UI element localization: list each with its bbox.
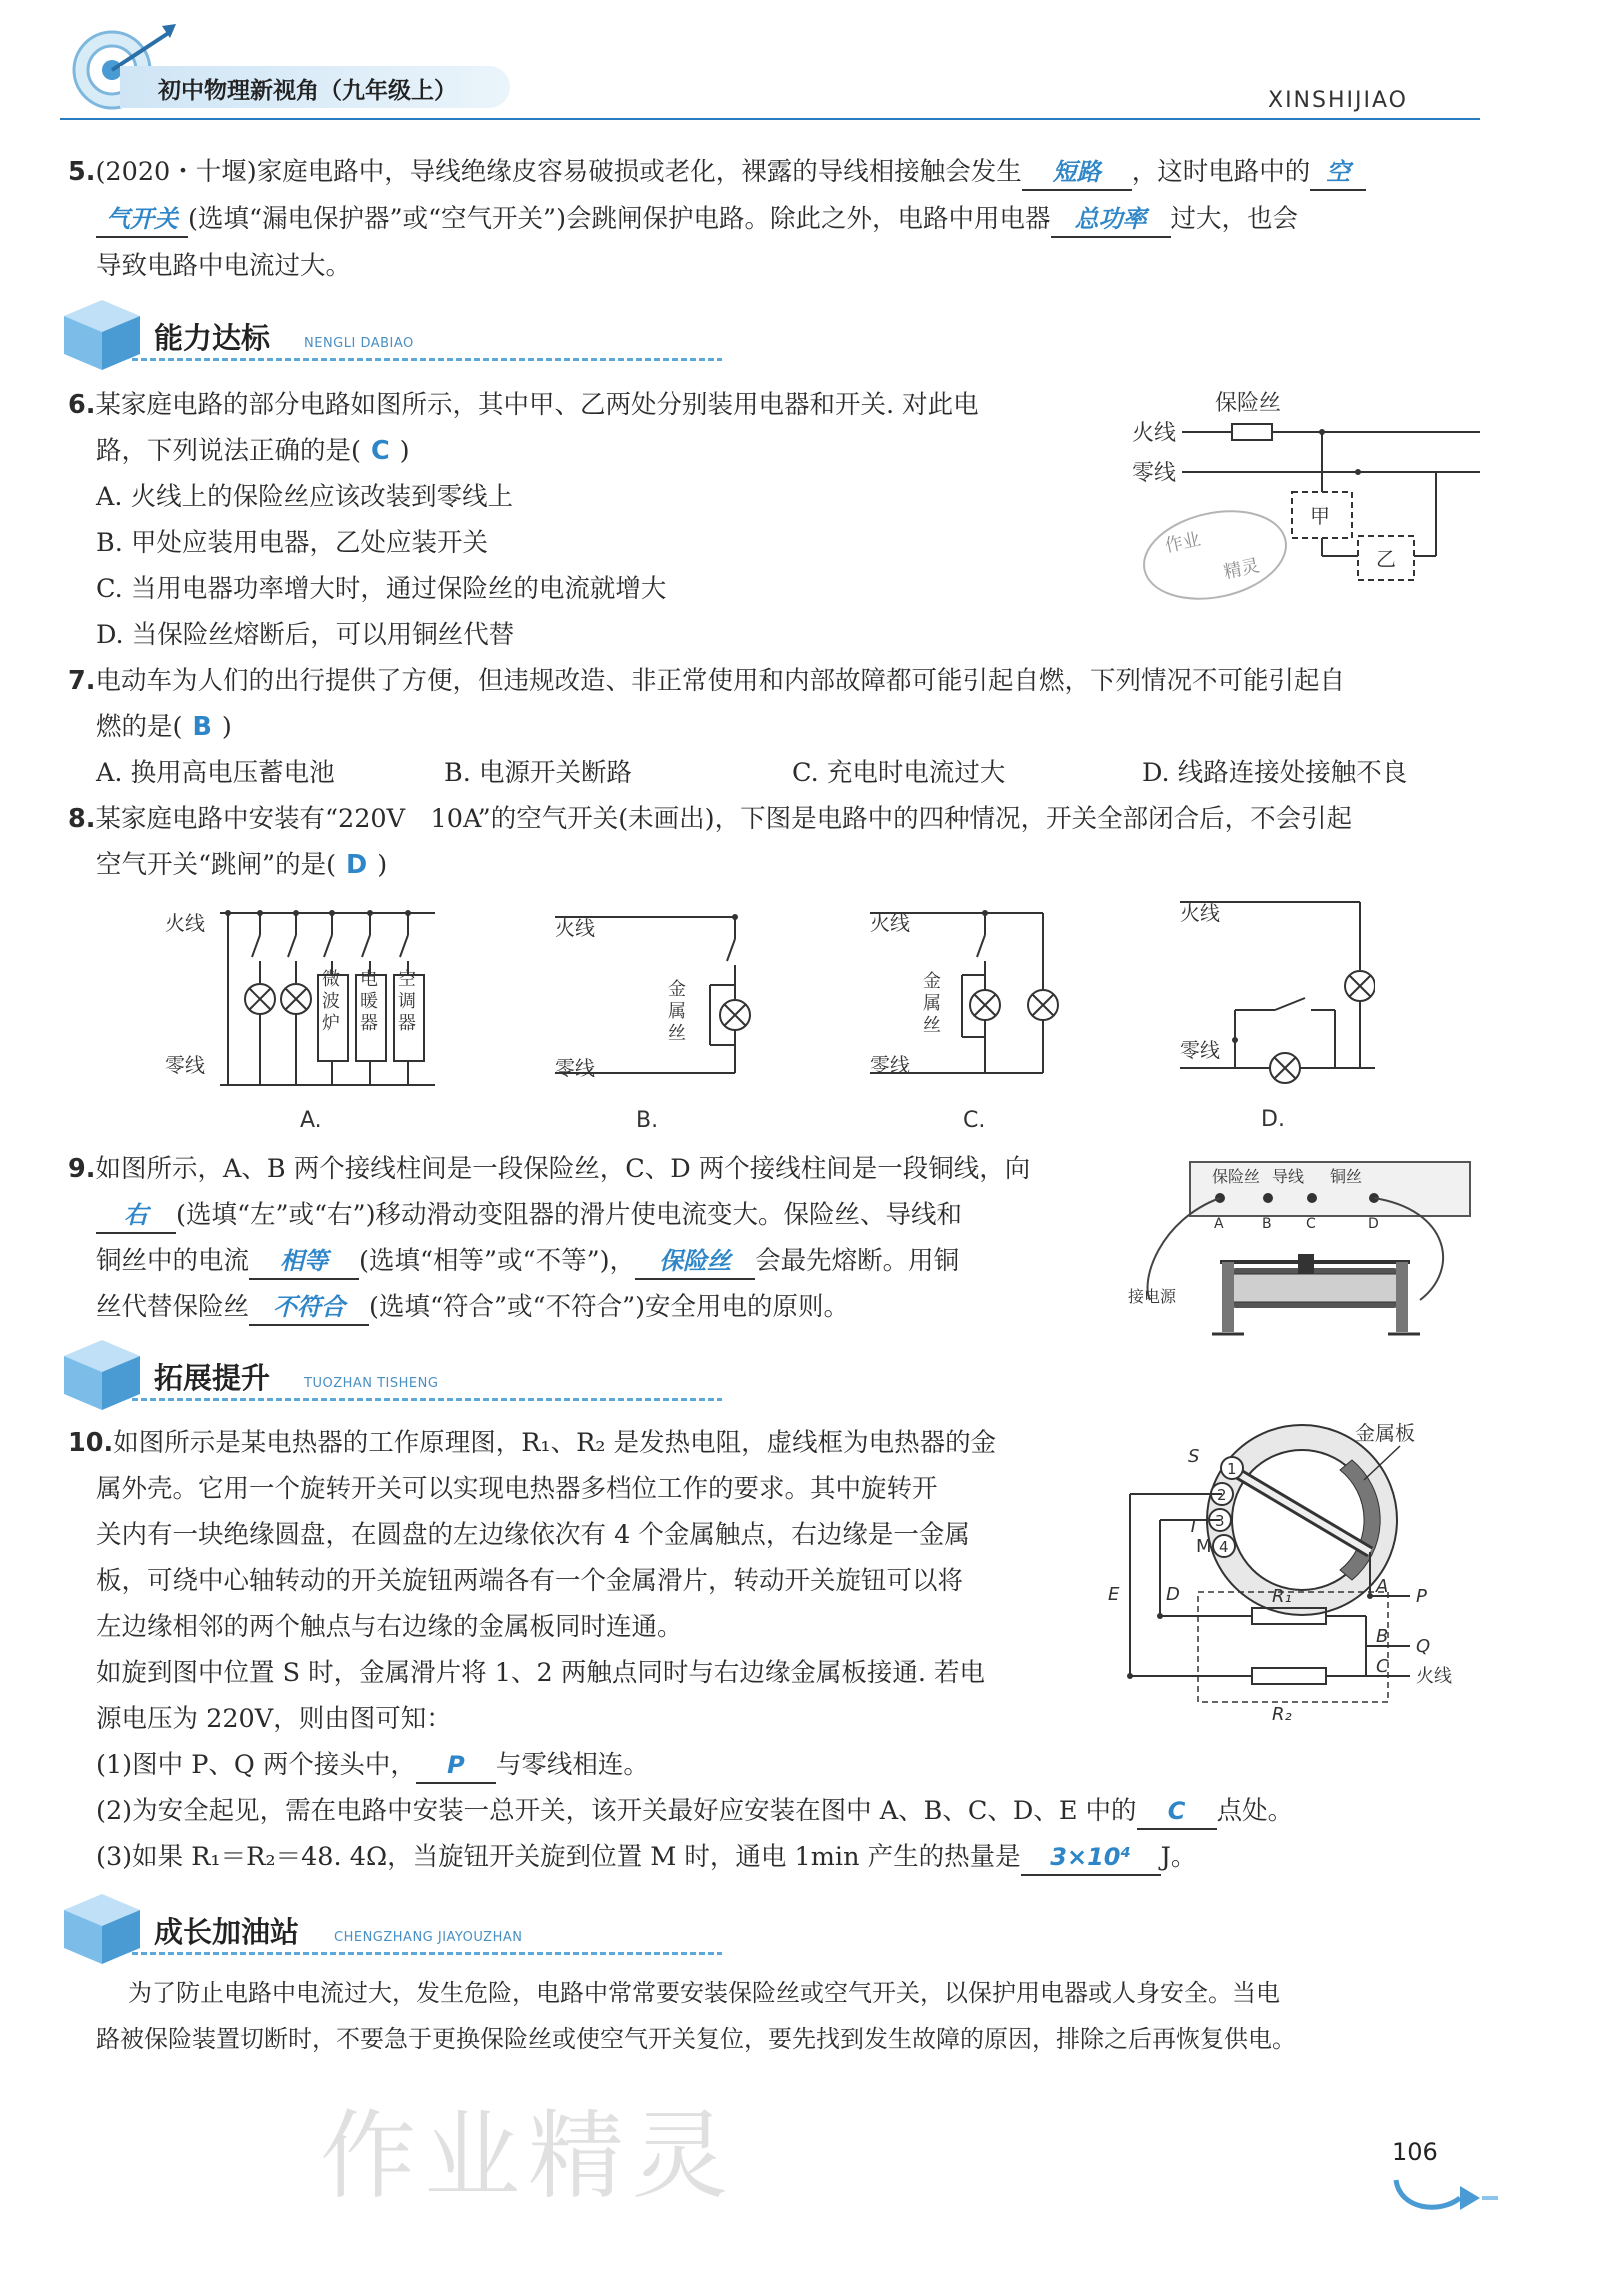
svg-text:火线: 火线 — [870, 911, 910, 935]
section-header-growth — [62, 1890, 722, 1966]
svg-text:B: B — [1262, 1216, 1272, 1232]
svg-text:4: 4 — [1219, 1538, 1229, 1556]
q10-sub-2: (2)为安全起见，需在电路中安装一总开关，该开关最好应安装在图中 A、B、C、D、E 中的 C 点处。 — [96, 1788, 1293, 1834]
q8-figure-c — [865, 895, 1065, 1135]
q8-figure-b — [550, 895, 770, 1135]
svg-text:金属丝: 金属丝 — [668, 979, 686, 1044]
q5-answer-2b: 气开关 — [96, 202, 188, 238]
page-number: 106 — [1392, 2138, 1438, 2166]
q10-line-6: 如旋到图中位置 S 时，金属滑片将 1、2 两触点同时与右边缘金属板接通. 若电 — [96, 1658, 986, 1688]
q6-line-2: 路，下列说法正确的是( C ) — [96, 436, 410, 466]
q6-option-b: B. 甲处应装用电器，乙处应装开关 — [96, 528, 488, 558]
rheostat — [1212, 1254, 1420, 1334]
stamp-watermark — [1136, 499, 1294, 611]
fuse-symbol — [1232, 424, 1272, 440]
q10-sub-1: (1)图中 P、Q 两个接头中， P 与零线相连。 — [96, 1742, 649, 1788]
section-subtitle: CHENGZHANG JIAYOUZHAN — [334, 1930, 523, 1945]
fig-label-fuse: 保险丝 — [1215, 391, 1282, 416]
q9-apparatus-diagram — [1120, 1150, 1500, 1365]
page-corner-swirl-icon — [1390, 2170, 1500, 2220]
svg-text:2: 2 — [1217, 1486, 1227, 1504]
svg-text:A: A — [1214, 1216, 1224, 1232]
q6-option-d: D. 当保险丝熔断后，可以用铜丝代替 — [96, 620, 515, 650]
q5-line-1: 5.(2020・十堰)家庭电路中，导线绝缘皮容易破损或老化，裸露的导线相接触会发生 短路 ，这时电路中的 空 — [68, 149, 1366, 195]
q7-line-2: 燃的是( B ) — [96, 712, 232, 742]
section-subtitle: TUOZHAN TISHENG — [304, 1376, 439, 1391]
tip-line-2: 路被保险装置切断时，不要急于更换保险丝或使空气开关复位，要先找到发生故障的原因，排除之后再恢复供电。 — [96, 2025, 1296, 2053]
svg-text:R₂: R₂ — [1272, 1704, 1292, 1725]
svg-text:C: C — [1306, 1216, 1316, 1232]
q7-line-1: 7.电动车为人们的出行提供了方便，但违规改造、非正常使用和内部故障都可能引起自燃，下列情况不可能引起自 — [68, 666, 1345, 696]
fig-label-live: 火线 — [1132, 421, 1177, 446]
q5-answer-1: 短路 — [1022, 155, 1132, 191]
section-title: 拓展提升 — [154, 1361, 271, 1395]
section-divider — [132, 1398, 722, 1401]
section-subtitle: NENGLI DABIAO — [304, 336, 414, 351]
q10-line-1: 10.如图所示是某电热器的工作原理图，R₁、R₂ 是发热电阻，虚线框为电热器的金 — [68, 1428, 997, 1458]
fig-label-neutral: 零线 — [1132, 461, 1177, 486]
q8-line-1: 8.某家庭电路中安装有“220V 10A”的空气开关(未画出)，下图是电路中的四种情况，开关全部闭合后，不会引起 — [68, 804, 1353, 834]
svg-text:S: S — [1188, 1446, 1200, 1467]
svg-text:铜丝: 铜丝 — [1330, 1167, 1363, 1186]
fig-label-power: 接电源 — [1128, 1287, 1177, 1306]
q10-line-7: 源电压为 220V，则由图可知： — [96, 1704, 452, 1734]
q5-answer-3: 总功率 — [1051, 202, 1171, 238]
svg-text:A: A — [1376, 1576, 1389, 1597]
q9-answer-4: 不符合 — [249, 1290, 369, 1326]
svg-text:E: E — [1108, 1584, 1120, 1605]
q5-line-3: 导致电路中电流过大。 — [96, 251, 352, 281]
svg-text:保险丝: 保险丝 — [1212, 1167, 1261, 1186]
q8-ac-label: 空调器 — [398, 969, 416, 1034]
section-divider — [132, 1952, 722, 1955]
svg-text:零线: 零线 — [555, 1056, 595, 1080]
q10-answer-3: 3×10⁴ — [1021, 1840, 1161, 1876]
q8-figure-a — [160, 895, 460, 1135]
book-title: 初中物理新视角（九年级上） — [158, 78, 457, 104]
q8-label-b: B. — [636, 1108, 659, 1133]
svg-text:T: T — [1188, 1516, 1199, 1537]
q6-line-1: 6.某家庭电路的部分电路如图所示，其中甲、乙两处分别装用电器和开关. 对此电 — [68, 390, 979, 420]
q8-label-c: C. — [963, 1108, 986, 1133]
svg-text:C: C — [1376, 1656, 1389, 1677]
q7-option-a: A. 换用高电压蓄电池 — [96, 758, 335, 788]
q5-line-2: 气开关 (选填“漏电保护器”或“空气开关”)会跳闸保护电路。除此之外，电路中用电器 总功率 过大，也会 — [96, 196, 1298, 242]
fig-label-jia: 甲 — [1310, 504, 1330, 528]
q10-line-2: 属外壳。它用一个旋转开关可以实现电热器多档位工作的要求。其中旋转开 — [96, 1474, 938, 1504]
watermark: 作业精灵 — [320, 2100, 736, 2212]
svg-text:B: B — [1376, 1626, 1389, 1647]
q5-answer-2a: 空 — [1310, 155, 1366, 191]
q7-answer: B — [192, 712, 212, 742]
brand-name: XINSHIJIAO — [1268, 88, 1408, 113]
section-divider — [132, 358, 722, 361]
page-header — [0, 0, 1601, 130]
q8-label-a: A. — [300, 1108, 322, 1133]
q9-answer-3: 保险丝 — [635, 1244, 755, 1280]
svg-text:金属丝: 金属丝 — [923, 971, 941, 1036]
q6-circuit-diagram — [1120, 380, 1500, 620]
q6-answer: C — [370, 436, 390, 466]
q10-answer-1: P — [416, 1748, 496, 1784]
q7-option-c: C. 充电时电流过大 — [792, 758, 1006, 788]
fig-label-yi: 乙 — [1376, 547, 1396, 571]
q8-ht-label: 电暖器 — [360, 969, 378, 1034]
q9-answer-1: 右 — [96, 1198, 176, 1234]
q6-option-a: A. 火线上的保险丝应该改装到零线上 — [96, 482, 514, 512]
svg-text:3: 3 — [1215, 1512, 1225, 1530]
q10-line-5: 左边缘相邻的两个触点与右边缘的金属板同时连通。 — [96, 1612, 683, 1642]
q9-line-3: 铜丝中的电流 相等 (选填“相等”或“不等”)， 保险丝 会最先熔断。用铜 — [96, 1238, 959, 1284]
svg-text:R₁: R₁ — [1272, 1586, 1292, 1607]
svg-text:D: D — [1166, 1584, 1180, 1605]
header-rule — [60, 118, 1480, 120]
q8-figure-d — [1175, 890, 1375, 1135]
q8-answer: D — [346, 850, 368, 880]
svg-text:火线: 火线 — [555, 916, 595, 940]
svg-text:零线: 零线 — [870, 1053, 910, 1077]
svg-text:导线: 导线 — [1272, 1167, 1305, 1186]
svg-text:火线: 火线 — [1416, 1666, 1452, 1687]
q8-label-d: D. — [1261, 1107, 1285, 1132]
q9-answer-2: 相等 — [249, 1244, 359, 1280]
section-title: 能力达标 — [154, 321, 271, 355]
q7-option-d: D. 线路连接处接触不良 — [1142, 758, 1408, 788]
q9-line-1: 9.如图所示，A、B 两个接线柱间是一段保险丝，C、D 两个接线柱间是一段铜线，向 — [68, 1154, 1031, 1184]
section-header-ability — [62, 296, 722, 372]
section-title: 成长加油站 — [154, 1915, 300, 1949]
svg-text:P: P — [1416, 1586, 1427, 1607]
q9-line-2: 右 (选填“左”或“右”)移动滑动变阻器的滑片使电流变大。保险丝、导线和 — [96, 1192, 962, 1238]
q8-mw-label: 微波炉 — [322, 969, 340, 1034]
q10-line-4: 板，可绕中心轴转动的开关旋钮两端各有一个金属滑片，转动开关旋钮可以将 — [96, 1566, 964, 1596]
q6-option-c: C. 当用电器功率增大时，通过保险丝的电流就增大 — [96, 574, 667, 604]
q10-answer-2: C — [1137, 1794, 1217, 1830]
q8-line-2: 空气开关“跳闸”的是( D ) — [96, 850, 388, 880]
svg-text:零线: 零线 — [165, 1053, 205, 1077]
svg-text:1: 1 — [1227, 1460, 1237, 1478]
q10-line-3: 关内有一块绝缘圆盘，在圆盘的左边缘依次有 4 个金属触点，右边缘是一金属 — [96, 1520, 970, 1550]
svg-text:M: M — [1196, 1536, 1212, 1557]
svg-text:火线: 火线 — [165, 911, 205, 935]
svg-text:火线: 火线 — [1180, 901, 1220, 925]
svg-text:D: D — [1368, 1216, 1379, 1232]
svg-text:作业: 作业 — [1162, 528, 1203, 557]
svg-text:零线: 零线 — [1180, 1038, 1220, 1062]
q9-line-4: 丝代替保险丝 不符合 (选填“符合”或“不符合”)安全用电的原则。 — [96, 1284, 849, 1330]
svg-text:金属板: 金属板 — [1355, 1421, 1415, 1445]
q10-sub-3: (3)如果 R₁＝R₂＝48. 4Ω，当旋钮开关旋到位置 M 时，通电 1min 产生的热量是 3×10⁴ J。 — [96, 1834, 1196, 1880]
q7-option-b: B. 电源开关断路 — [444, 758, 632, 788]
svg-text:Q: Q — [1416, 1636, 1431, 1657]
q10-heater-diagram — [1100, 1420, 1500, 1760]
svg-text:精灵: 精灵 — [1221, 555, 1262, 584]
section-header-extension — [62, 1336, 722, 1412]
tip-line-1: 为了防止电路中电流过大，发生危险，电路中常常要安装保险丝或空气开关，以保护用电器或人身安全。当电 — [128, 1979, 1280, 2007]
